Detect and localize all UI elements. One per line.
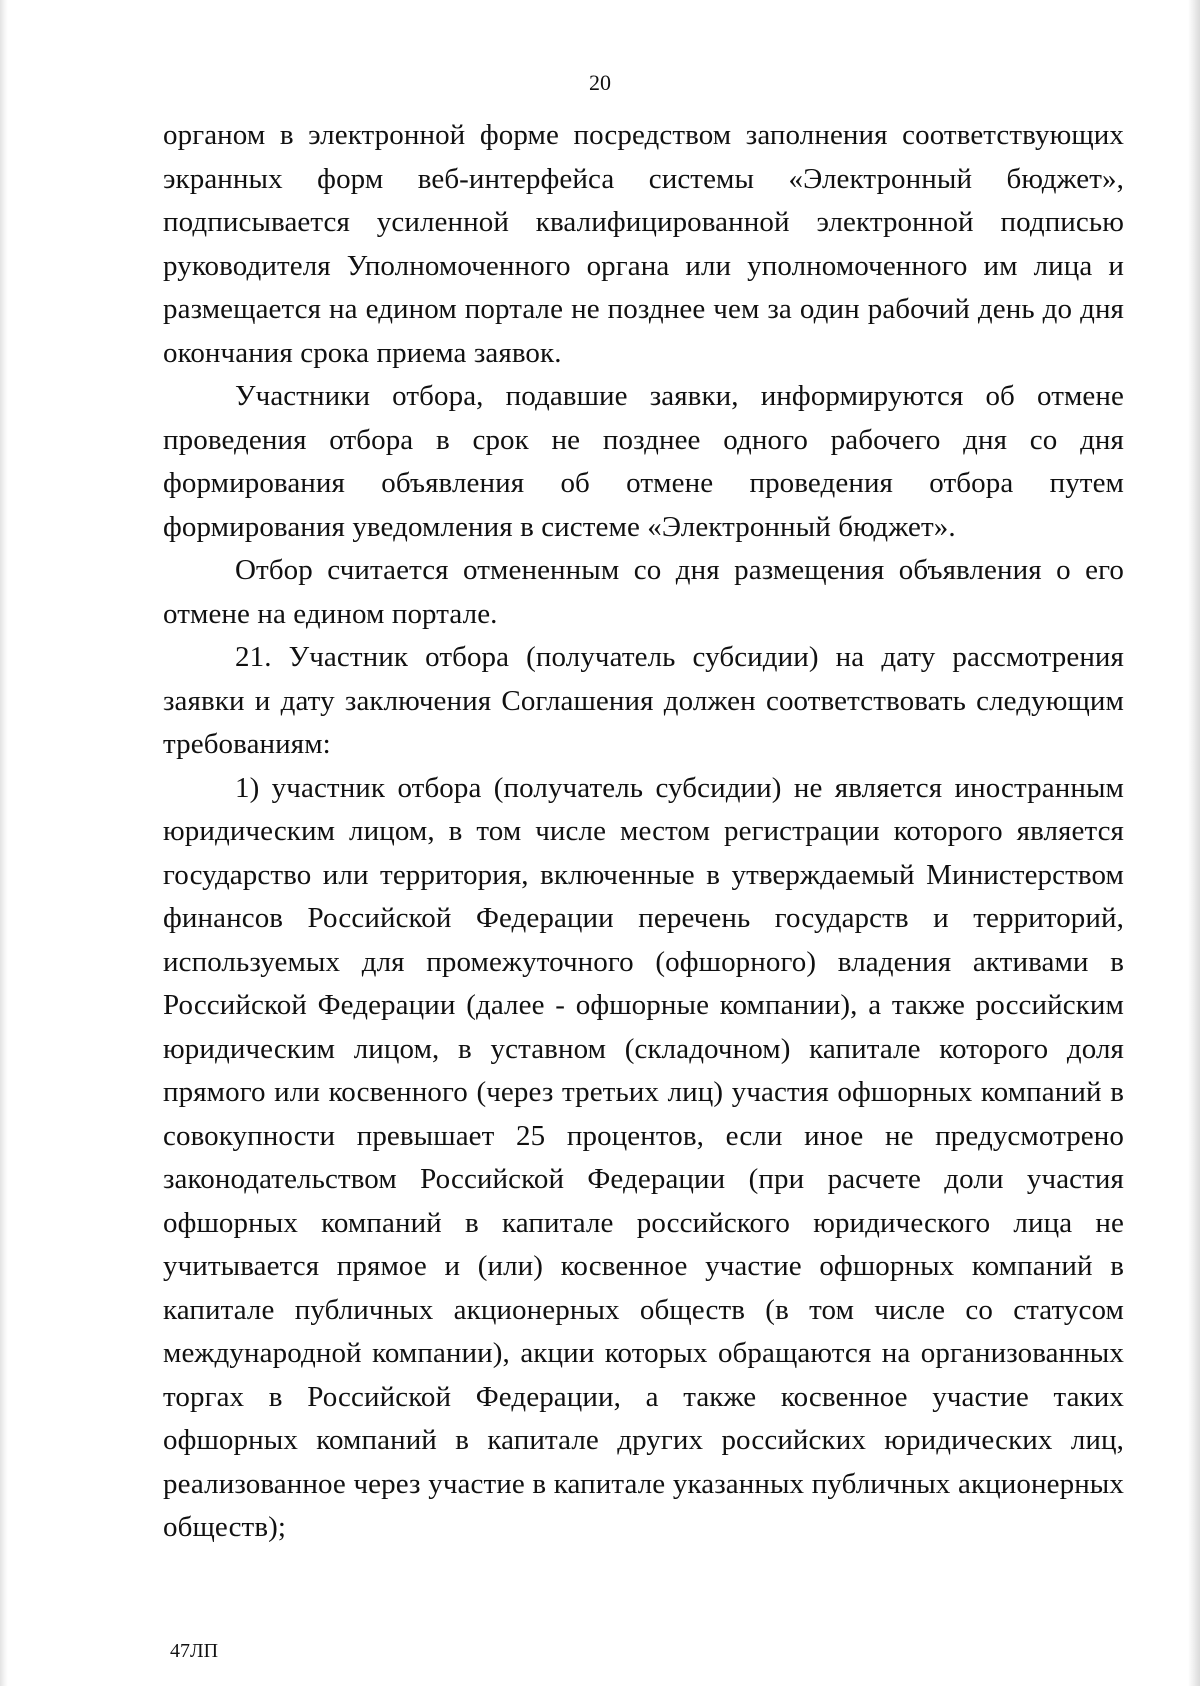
footer-document-code: 47ЛП [170,1640,219,1662]
paragraph-requirement-1: 1) участник отбора (получатель субсидии) не является иностранным юридическим лицом, в том числе местом регистрации которого является государство или территория, включенные в утверждаемый Министерством финансов Российской Федерации перечень государств и территорий, используемых для промежуточного (офшорного) владения активами в Российской Федерации (далее - офшорные компании), а также российским юридическим лицом, в уставном (складочном) капитале которого доля прямого или косвенного (через третьих лиц) участия офшорных компаний в совокупности превышает 25 процентов, если иное не предусмотрено законодательством Российской Федерации (при расчете доли участия офшорных компаний в капитале российского юридического лица не учитывается прямое и (или) косвенное участие офшорных компаний в капитале публичных акционерных обществ (в том числе со статусом международной компании), акции которых обращаются на организованных торгах в Российской Федерации, а также косвенное участие таких офшорных компаний в капитале других российских юридических лиц, реализованное через участие в капитале указанных публичных акционерных обществ); [163,771,1124,1543]
paragraph-item-21: 21. Участник отбора (получатель субсидии) на дату рассмотрения заявки и дату заключения Соглашения должен соответствовать следующим требованиям: [163,641,1124,760]
paragraph-selection-cancelled: Отбор считается отмененным со дня размещения объявления о его отмене на едином портале. [163,554,1124,630]
paragraph-participants-notified: Участники отбора, подавшие заявки, информируются об отмене проведения отбора в срок не позднее одного рабочего дня со дня формирования объявления об отмене проведения отбора путем формирования уведомления в системе «Электронный бюджет». [163,380,1124,543]
document-body [163,114,1124,1550]
scan-edge-right [1188,0,1200,1686]
paragraph-continuation: органом в электронной форме посредством заполнения соответствующих экранных форм веб-интерфейса системы «Электронный бюджет», подписывается усиленной квалифицированной электронной подписью руководителя Уполномоченного органа или уполномоченного им лица и размещается на едином портале не позднее чем за один рабочий день до дня окончания срока приема заявок. [163,119,1124,369]
scan-edge-left [0,0,8,1686]
page-number: 20 [589,70,611,95]
